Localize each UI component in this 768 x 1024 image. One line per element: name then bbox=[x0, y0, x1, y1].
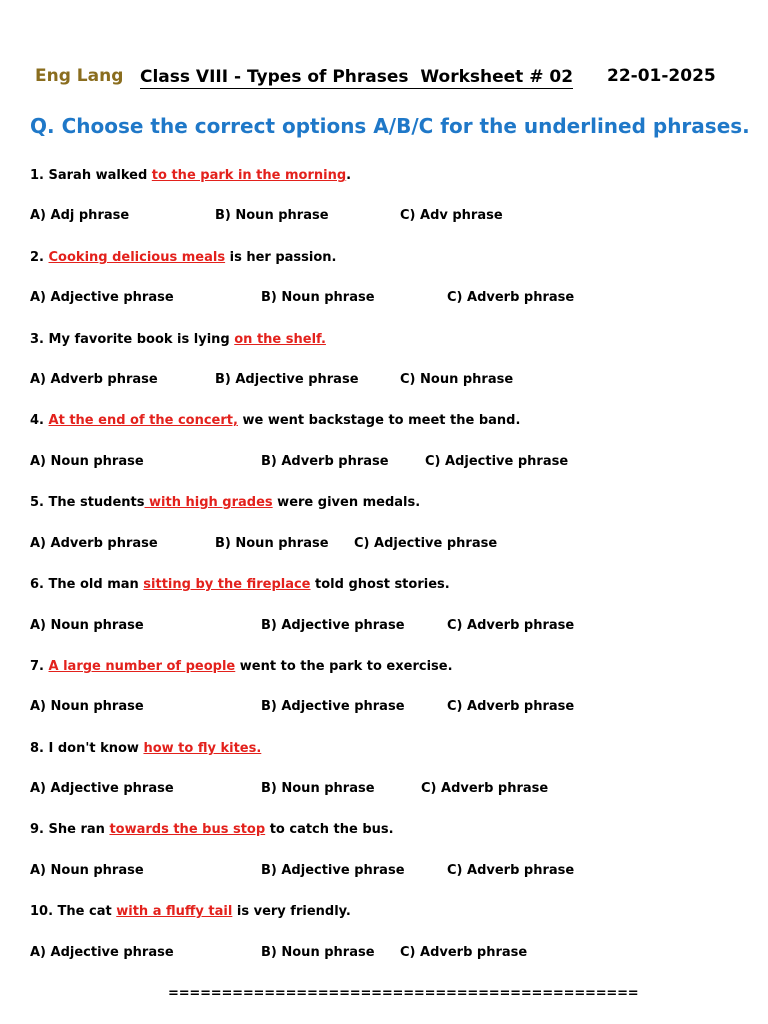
option-c: C) Adverb phrase bbox=[447, 290, 575, 305]
sentence-text: 7. bbox=[30, 659, 49, 674]
subject-label: Eng Lang bbox=[35, 66, 124, 86]
question-sentence bbox=[30, 250, 336, 265]
question-sentence bbox=[30, 332, 326, 347]
option-c: C) Adverb phrase bbox=[400, 945, 528, 960]
question-sentence bbox=[30, 168, 351, 183]
option-a: A) Noun phrase bbox=[30, 618, 144, 633]
options-row bbox=[30, 945, 710, 963]
option-c: C) Adverb phrase bbox=[447, 699, 575, 714]
options-row bbox=[30, 536, 710, 554]
underlined-phrase: with a fluffy tail bbox=[116, 904, 233, 919]
question-sentence bbox=[30, 577, 450, 592]
options-row bbox=[30, 618, 710, 636]
options-row bbox=[30, 372, 710, 390]
sentence-text: 8. I don't know bbox=[30, 741, 144, 756]
option-b: B) Noun phrase bbox=[261, 290, 375, 305]
option-c: C) Noun phrase bbox=[400, 372, 514, 387]
options-row bbox=[30, 208, 710, 226]
sentence-text: 10. The cat bbox=[30, 904, 117, 919]
question-sentence bbox=[30, 413, 520, 428]
sentence-text: is very friendly. bbox=[232, 904, 351, 919]
options-row bbox=[30, 863, 710, 881]
option-a: A) Adjective phrase bbox=[30, 781, 174, 796]
option-b: B) Noun phrase bbox=[215, 536, 329, 551]
sentence-text: 1. Sarah walked bbox=[30, 168, 152, 183]
option-c: C) Adverb phrase bbox=[447, 863, 575, 878]
option-b: B) Adjective phrase bbox=[261, 699, 405, 714]
sentence-text: we went backstage to meet the band. bbox=[237, 413, 521, 428]
option-a: A) Adj phrase bbox=[30, 208, 130, 223]
option-b: B) Adjective phrase bbox=[261, 863, 405, 878]
instruction: Q. Choose the correct options A/B/C for the underlined phrases. bbox=[30, 114, 750, 138]
sentence-text: 6. The old man bbox=[30, 577, 144, 592]
option-a: A) Adjective phrase bbox=[30, 945, 174, 960]
option-a: A) Noun phrase bbox=[30, 454, 144, 469]
options-row bbox=[30, 699, 710, 717]
sentence-text: were given medals. bbox=[272, 495, 421, 510]
option-b: B) Adverb phrase bbox=[261, 454, 389, 469]
sentence-text: . bbox=[346, 168, 352, 183]
options-row bbox=[30, 454, 710, 472]
sentence-text: told ghost stories. bbox=[310, 577, 450, 592]
worksheet-title: Class VIII - Types of Phrases Worksheet # 02 bbox=[140, 67, 574, 87]
sentence-text: went to the park to exercise. bbox=[235, 659, 453, 674]
option-c: C) Adv phrase bbox=[400, 208, 503, 223]
option-c: C) Adjective phrase bbox=[425, 454, 569, 469]
sentence-text: 2. bbox=[30, 250, 49, 265]
option-b: B) Noun phrase bbox=[215, 208, 329, 223]
question-sentence bbox=[30, 822, 394, 837]
option-b: B) Adjective phrase bbox=[215, 372, 359, 387]
question-sentence bbox=[30, 495, 420, 510]
worksheet-date: 22-01-2025 bbox=[607, 66, 716, 86]
sentence-text: 5. The students bbox=[30, 495, 145, 510]
option-b: B) Noun phrase bbox=[261, 945, 375, 960]
option-a: A) Adverb phrase bbox=[30, 372, 158, 387]
options-row bbox=[30, 290, 710, 308]
option-a: A) Noun phrase bbox=[30, 699, 144, 714]
question-sentence bbox=[30, 659, 453, 674]
options-row bbox=[30, 781, 710, 799]
worksheet-header bbox=[35, 66, 735, 90]
option-b: B) Noun phrase bbox=[261, 781, 375, 796]
underlined-phrase: towards the bus stop bbox=[109, 822, 266, 837]
separator-line: ============================================ bbox=[168, 986, 639, 1001]
sentence-text: 4. bbox=[30, 413, 49, 428]
option-a: A) Noun phrase bbox=[30, 863, 144, 878]
option-b: B) Adjective phrase bbox=[261, 618, 405, 633]
option-c: C) Adjective phrase bbox=[354, 536, 498, 551]
option-a: A) Adjective phrase bbox=[30, 290, 174, 305]
sentence-text: 3. My favorite book is lying bbox=[30, 332, 235, 347]
underlined-phrase: to the park in the morning bbox=[151, 168, 347, 183]
underlined-phrase: with high grades bbox=[144, 495, 273, 510]
underlined-phrase: sitting by the fireplace bbox=[143, 577, 311, 592]
underlined-phrase: how to fly kites. bbox=[143, 741, 262, 756]
question-sentence bbox=[30, 741, 261, 756]
sentence-text: to catch the bus. bbox=[265, 822, 394, 837]
underlined-phrase: on the shelf. bbox=[234, 332, 326, 347]
underlined-phrase: At the end of the concert, bbox=[48, 413, 238, 428]
sentence-text: is her passion. bbox=[225, 250, 337, 265]
underlined-phrase: A large number of people bbox=[48, 659, 236, 674]
question-sentence bbox=[30, 904, 351, 919]
option-a: A) Adverb phrase bbox=[30, 536, 158, 551]
option-c: C) Adverb phrase bbox=[421, 781, 549, 796]
option-c: C) Adverb phrase bbox=[447, 618, 575, 633]
sentence-text: 9. She ran bbox=[30, 822, 110, 837]
underlined-phrase: Cooking delicious meals bbox=[48, 250, 226, 265]
